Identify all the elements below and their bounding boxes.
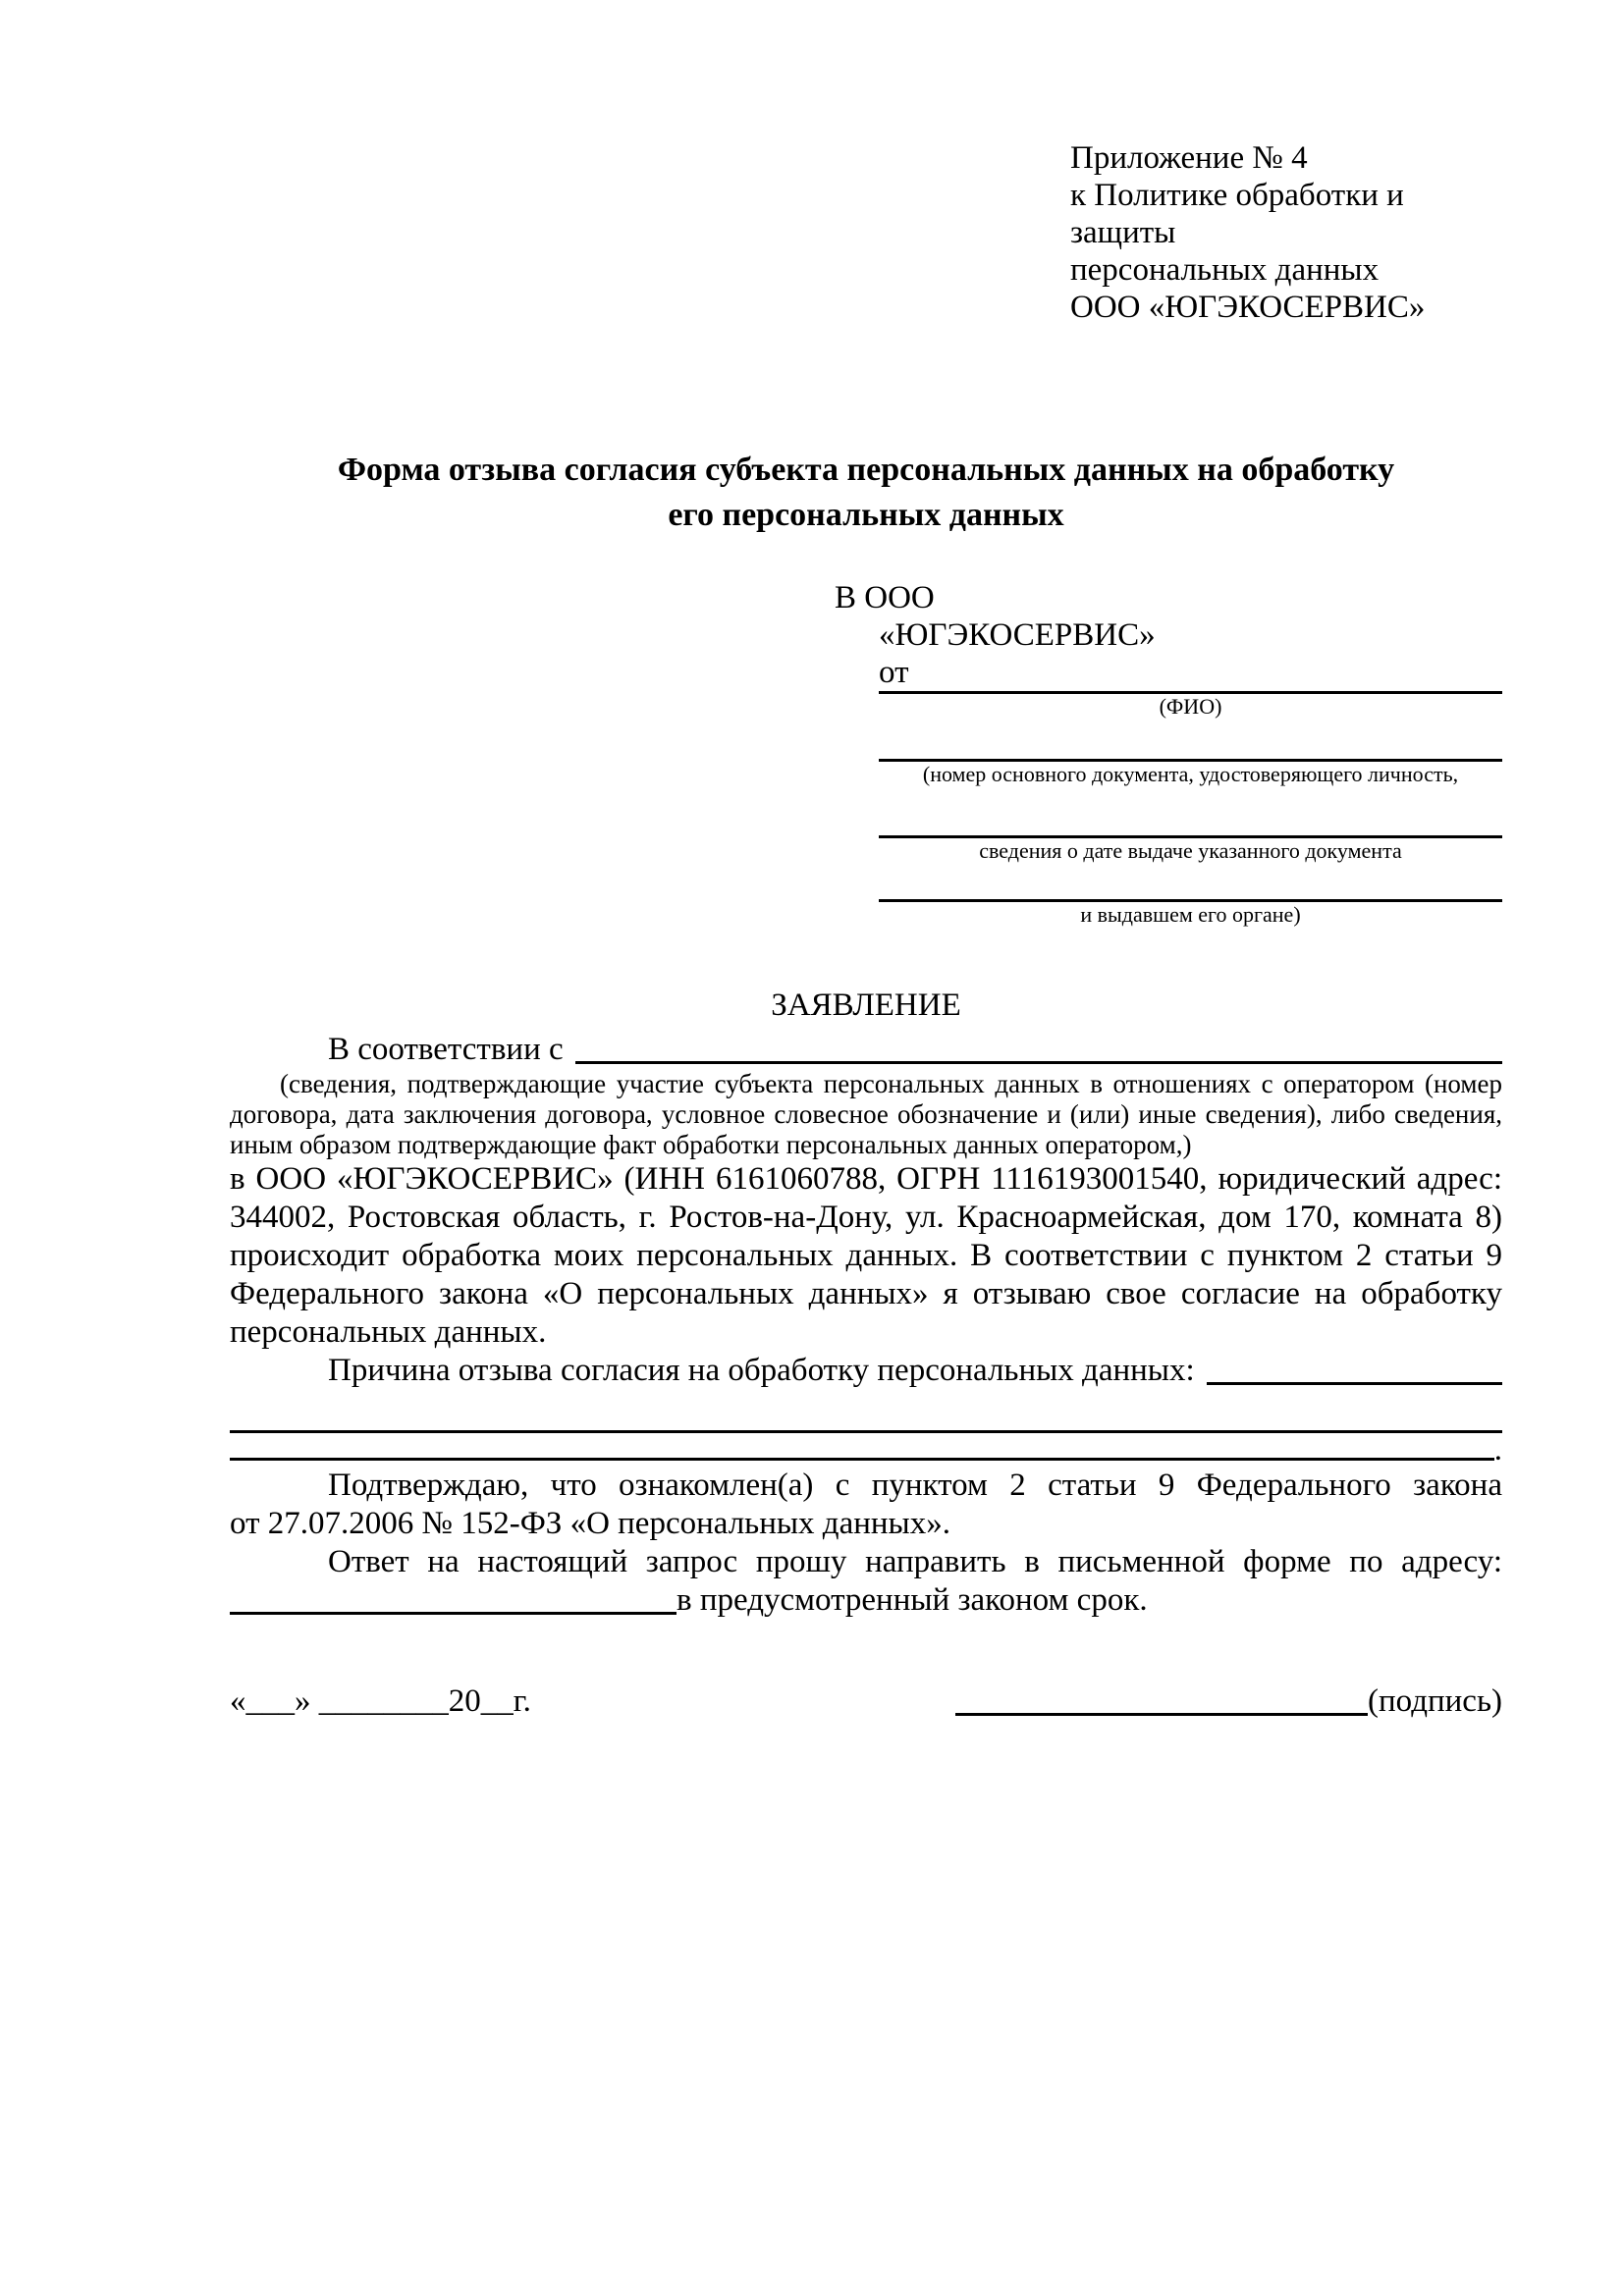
addressee-block	[835, 579, 1502, 928]
issue-date-caption: сведения о дате выдаче указанного документа	[979, 838, 1402, 863]
document-title	[230, 448, 1502, 538]
write-space	[835, 720, 1502, 759]
intro-write-line	[575, 1061, 1502, 1064]
blank-write-line-2	[230, 1433, 1502, 1467]
addressee-org: «ЮГЭКОСЕРВИС»	[879, 617, 1156, 653]
blank-write-line-1	[230, 1390, 1502, 1433]
write-space	[835, 864, 1502, 899]
blank-write-line-2-rule	[230, 1458, 1494, 1461]
confirm-line-2: от 27.07.2006 № 152-ФЗ «О персональных данных».	[230, 1506, 950, 1541]
write-space	[835, 787, 1502, 835]
issuing-authority-field	[835, 864, 1502, 928]
appendix-header-line-4: ООО «ЮГЭКОСЕРВИС»	[1070, 290, 1426, 325]
intro-line	[230, 1031, 1502, 1069]
appendix-header-line-1: Приложение № 4	[1070, 140, 1308, 176]
statement-heading: ЗАЯВЛЕНИЕ	[771, 988, 961, 1023]
reason-line	[230, 1352, 1502, 1390]
signature-caption: (подпись)	[1368, 1683, 1502, 1719]
confirm-line-1: Подтверждаю, что ознакомлен(а) с пунктом 2 статьи 9 Федерального закона	[328, 1468, 1502, 1503]
issuing-authority-caption: и выдавшем его органе)	[1080, 902, 1301, 927]
document-content	[230, 0, 1502, 2296]
address-write-line	[230, 1612, 677, 1615]
appendix-header-line-2: к Политике обработки и защиты	[1070, 178, 1404, 250]
intro-prefix: В соответствии с	[328, 1032, 564, 1067]
addressee-from: от	[879, 655, 909, 690]
reply-suffix: в предусмотренный законом срок.	[677, 1582, 1148, 1618]
document-title-line-2: его персональных данных	[668, 497, 1064, 533]
reply-line-1: Ответ на настоящий запрос прошу направить в письменной форме по адресу:	[328, 1544, 1502, 1579]
statement-footnote: (сведения, подтверждающие участие субъекта персональных данных в отношениях с оператором (номер договора, дата заключения договора, условное словесное обозначение и (или) иные сведения), либо сведения, иным образом подтверждающие факт обработки персональных данных оператором,)	[230, 1069, 1502, 1159]
reply-line-2	[230, 1581, 1502, 1620]
fio-caption: (ФИО)	[1159, 694, 1222, 719]
appendix-header	[1070, 0, 1502, 326]
reason-prefix: Причина отзыва согласия на обработку персональных данных:	[328, 1353, 1195, 1388]
reason-write-line	[1207, 1382, 1502, 1385]
addressee-to: В ООО	[835, 580, 935, 615]
signature-area	[955, 1682, 1502, 1721]
document-number-field	[835, 720, 1502, 787]
signature-row	[230, 1682, 1502, 1721]
date-blank-line: «___» ________20__г.	[230, 1683, 531, 1719]
fio-field	[835, 691, 1502, 720]
issue-date-field	[835, 787, 1502, 864]
document-title-line-1: Форма отзыва согласия субъекта персональных данных на обработку	[337, 452, 1395, 488]
appendix-header-line-3: персональных данных	[1070, 252, 1380, 288]
blank-line-period: .	[1493, 1432, 1502, 1468]
document-number-caption: (номер основного документа, удостоверяющего личность,	[922, 762, 1459, 786]
statement-body: в ООО «ЮГЭКОСЕРВИС» (ИНН 6161060788, ОГРН 1116193001540, юридический адрес: 344002, Ростовская область, г. Ростов-на-Дону, ул. Красноармейская, дом 170, комната 8) происходит обработка моих персональных данных. В соответствии с пунктом 2 статьи 9 Федерального закона «О персональных данных» я отзываю свое согласие на обработку персональных данных.	[230, 1161, 1502, 1350]
signature-write-line	[955, 1713, 1368, 1716]
